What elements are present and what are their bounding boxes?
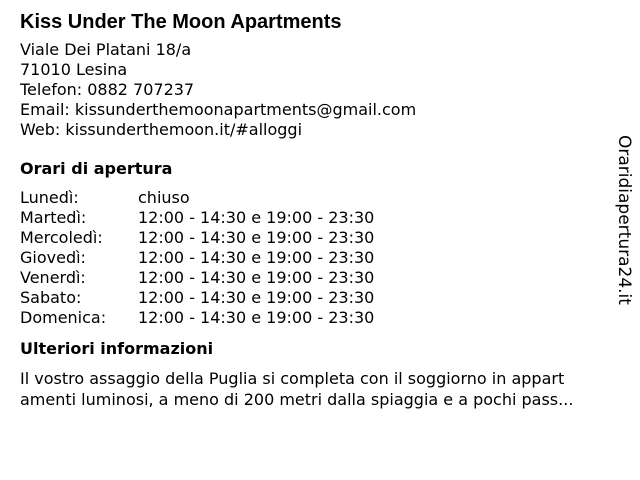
address-city: 71010 Lesina — [20, 60, 128, 79]
phone-number: Telefon: 0882 707237 — [20, 80, 195, 99]
hours-time-friday: 12:00 - 14:30 e 19:00 - 23:30 — [138, 268, 375, 287]
info-heading: Ulteriori informazioni — [20, 339, 214, 358]
hours-day-friday: Venerdì: — [20, 268, 86, 287]
hours-time-monday: chiuso — [138, 188, 190, 207]
hours-heading: Orari di apertura — [20, 159, 173, 178]
hours-day-thursday: Giovedì: — [20, 248, 86, 267]
info-text-line-2: amenti luminosi, a meno di 200 metri dalla spiaggia e a pochi pass... — [20, 390, 574, 409]
site-watermark: Oraridiapertura24.it — [614, 135, 634, 305]
business-name: Kiss Under The Moon Apartments — [20, 11, 342, 33]
info-text-line-1: Il vostro assaggio della Puglia si completa con il soggiorno in appart — [20, 369, 565, 388]
hours-time-saturday: 12:00 - 14:30 e 19:00 - 23:30 — [138, 288, 375, 307]
hours-day-monday: Lunedì: — [20, 188, 79, 207]
hours-day-wednesday: Mercoledì: — [20, 228, 103, 247]
hours-time-tuesday: 12:00 - 14:30 e 19:00 - 23:30 — [138, 208, 375, 227]
hours-day-sunday: Domenica: — [20, 308, 107, 327]
hours-day-saturday: Sabato: — [20, 288, 82, 307]
business-card — [20, 10, 610, 410]
email-address: Email: kissunderthemoonapartments@gmail.com — [20, 100, 417, 119]
hours-table — [20, 188, 610, 328]
hours-time-thursday: 12:00 - 14:30 e 19:00 - 23:30 — [138, 248, 375, 267]
hours-time-sunday: 12:00 - 14:30 e 19:00 - 23:30 — [138, 308, 375, 327]
hours-time-wednesday: 12:00 - 14:30 e 19:00 - 23:30 — [138, 228, 375, 247]
contact-block — [20, 40, 610, 140]
address-street: Viale Dei Platani 18/a — [20, 40, 192, 59]
hours-day-tuesday: Martedì: — [20, 208, 87, 227]
website-url: Web: kissunderthemoon.it/#alloggi — [20, 120, 303, 139]
